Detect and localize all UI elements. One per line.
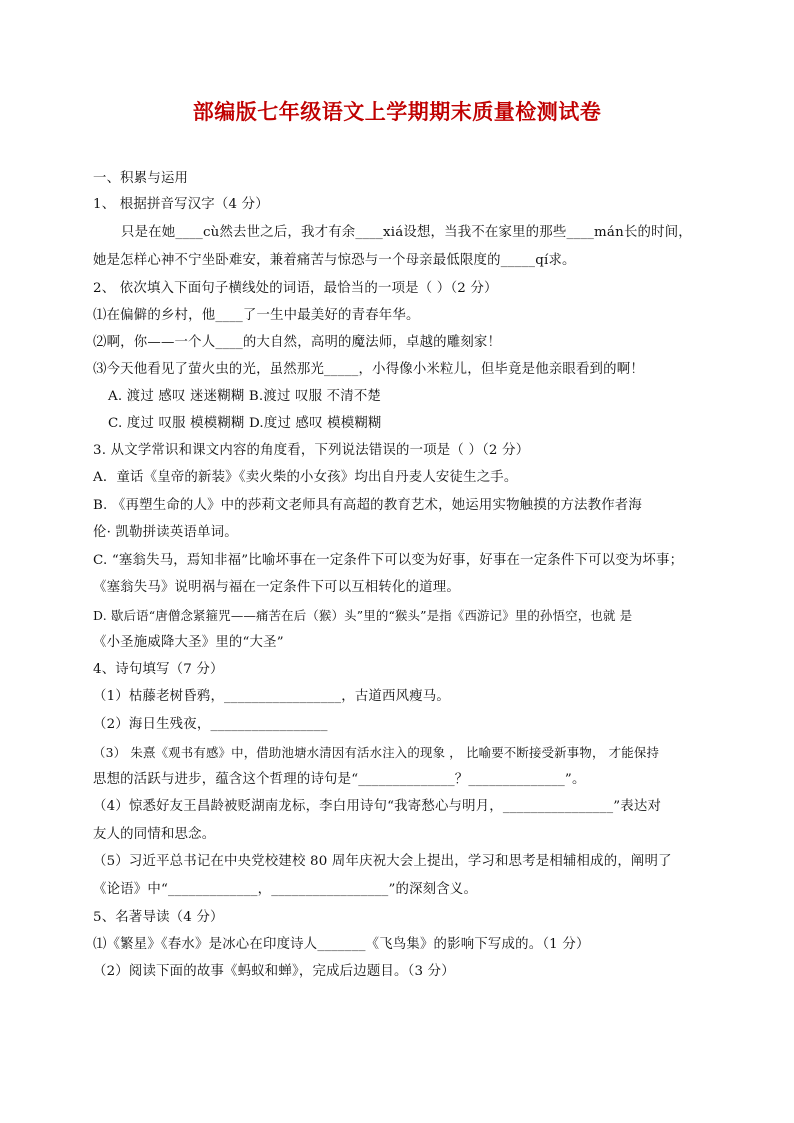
- question-4-item: （2）海日生残夜，_________________: [93, 717, 328, 732]
- question-2-options: A. 渡过 感叹 迷迷糊糊 B.渡过 叹服 不清不楚: [108, 389, 382, 404]
- question-2-options: C. 度过 叹服 模模糊糊 D.度过 感叹 模模糊糊: [108, 416, 382, 431]
- section-heading: 一、积累与运用: [93, 171, 189, 186]
- page-title: 部编版七年级语文上学期期末质量检测试卷: [192, 100, 602, 124]
- question-4-header: 4、诗句填写（7 分）: [93, 662, 224, 677]
- question-2-header: 2、 依次填入下面句子横线处的词语，最恰当的一项是（ ）（2 分）: [93, 281, 498, 296]
- question-4-item: 友人的同情和思念。: [93, 827, 216, 842]
- question-3-option-d: 《小圣施威降大圣》里的“大圣”: [93, 635, 284, 650]
- question-3-option-c: C. “塞翁失马，焉知非福”比喻坏事在一定条件下可以变为好事，好事在一定条件下可以变为坏事；: [93, 553, 684, 568]
- question-4-item: 思想的活跃与进步，蕴含这个哲理的诗句是“______________？______________”。: [93, 772, 586, 787]
- question-3-option-c: 《塞翁失马》说明祸与福在一定条件下可以互相转化的道理。: [93, 580, 460, 595]
- question-5-item: （2）阅读下面的故事《蚂蚁和蝉》，完成后边题目。（3 分）: [93, 964, 455, 979]
- question-5-header: 5、名著导读（4 分）: [93, 910, 224, 925]
- question-2-sentence: ⑶今天他看见了萤火虫的光，虽然那光_____，小得像小米粒儿，但毕竟是他亲眼看到的啊！: [93, 362, 644, 377]
- question-2-sentence: ⑴在偏僻的乡村，他____了一生中最美好的青春年华。: [93, 308, 420, 323]
- question-4-item: （3） 朱熹《观书有感》中，借助池塘水清因有活水注入的现象 ， 比喻要不断接受新事物， 才能保持: [93, 745, 660, 760]
- question-4-item: （5）习近平总书记在中央党校建校 80 周年庆祝大会上提出，学习和思考是相辅相成的，阐明了: [93, 854, 672, 869]
- question-3-option-b: 伦· 凯勒拼读英语单词。: [93, 525, 238, 540]
- question-2-sentence: ⑵啊，你——一个人____的大自然，高明的魔法师，卓越的雕刻家！: [93, 335, 502, 350]
- question-4-item: （1）枯藤老树昏鸦，_________________，古道西风瘦马。: [93, 689, 450, 704]
- question-3-option-d: D. 歇后语“唐僧念紧箍咒——痛苦在后（猴）头”里的“猴头”是指《西游记》里的孙悟空，也就 是: [93, 608, 633, 623]
- question-3-option-a: A．童话《皇帝的新装》《卖火柴的小女孩》均出自丹麦人安徒生之手。: [93, 470, 518, 485]
- question-1-header: 1、 根据拼音写汉字（4 分）: [93, 197, 269, 212]
- question-3-header: 3. 从文学常识和课文内容的角度看，下列说法错误的一项是（ ）（2 分）: [93, 443, 530, 458]
- question-5-item: ⑴《繁星》《春水》是冰心在印度诗人_______《飞鸟集》的影响下写成的。（1 分）: [93, 937, 590, 952]
- question-1-text: 只是在她____cù然去世之后，我才有余____xiá设想，当我不在家里的那些____mán长的时间，: [121, 225, 692, 240]
- question-3-option-b: B. 《再塑生命的人》中的莎莉文老师具有高超的教育艺术，她运用实物触摸的方法教作者海: [93, 498, 642, 513]
- question-4-item: 《论语》中“_____________，_________________”的深刻含义。: [93, 882, 478, 897]
- question-1-text: 她是怎样心神不宁坐卧难安，兼着痛苦与惊恐与一个母亲最低限度的_____qí求。: [93, 253, 576, 268]
- question-4-item: （4）惊悉好友王昌龄被贬湖南龙标，李白用诗句“我寄愁心与明月，________________”表达对: [93, 799, 662, 814]
